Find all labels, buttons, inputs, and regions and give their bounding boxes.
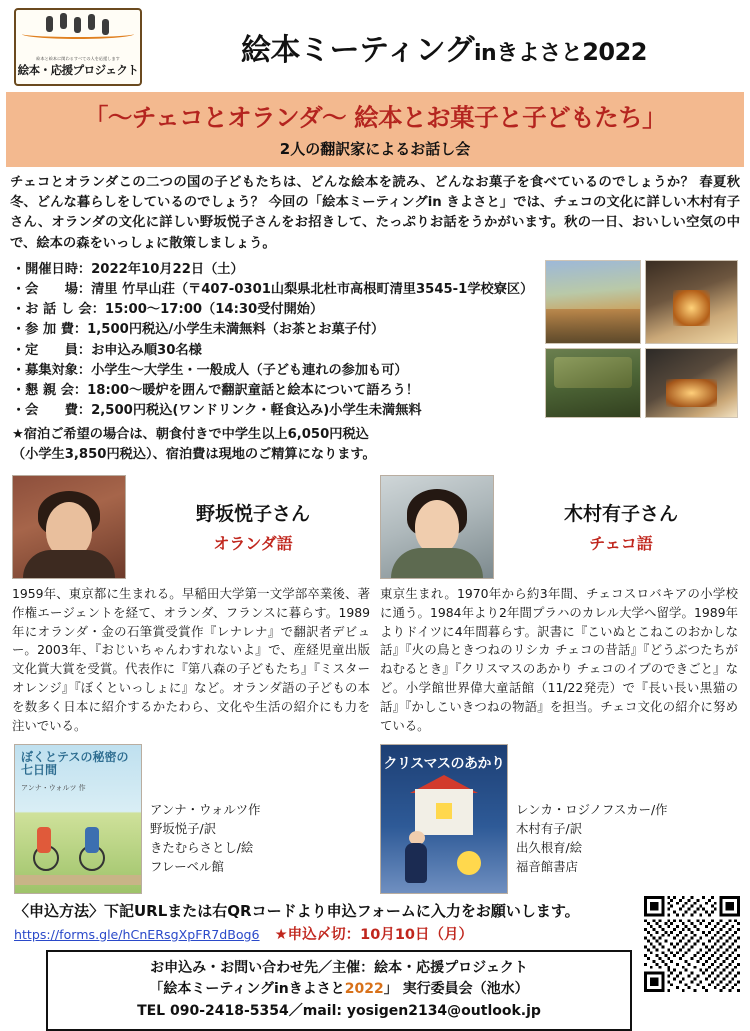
speaker-portrait-kimura: [380, 475, 494, 579]
logo-swoosh: [22, 29, 134, 39]
book-cover-title: ぼくとテスの秘密の七日間: [21, 749, 129, 778]
detail-row: ・会 場：清里 竹早山荘（〒407-0301山梨県北杜市高根町清里3545-1学校寮区）: [12, 282, 534, 297]
contact-year: 2022: [344, 981, 384, 998]
book-cover-subtitle: アンナ・ウォルツ 作: [21, 783, 86, 792]
book-entry: [380, 744, 738, 894]
details-section: [12, 260, 740, 422]
speaker-portrait-nosaka: [12, 475, 126, 579]
apply-row: [14, 923, 738, 944]
page-title: [142, 25, 740, 69]
book-cover-boku-to-tesu: [14, 744, 142, 894]
book-credit-line: レンカ・ロジノフスカー/作: [516, 801, 668, 817]
book-entry: [14, 744, 372, 894]
book-cover-christmas-no-akari: [380, 744, 508, 894]
apply-form-link[interactable]: https://forms.gle/hCnERsgXpFR7dBog6: [14, 926, 260, 942]
detail-row: ・お 話 し 会：15:00〜17:00（14:30受付開始）: [12, 302, 324, 318]
contact-line-2: [56, 979, 622, 1001]
book-credit-line: アンナ・ウォルツ作: [150, 801, 261, 817]
speaker-block: [380, 475, 738, 736]
intro-paragraph: チェコとオランダこの二つの国の子どもたちは、どんな絵本を読み、どんなお菓子を食べているのでしょうか？ 春夏秋冬、どんな暮らしをしているのでしょう？ 今回の「絵本ミーティングin きよさと」では、チェコの文化に詳しい木村有子さん、オランダの文化に詳しい野坂悦子さんをお招きして、たっぷりお話をうかがいます。秋の一日、おいしい空気の中で、絵本の森をいっしょに散策しましょう。: [10, 175, 740, 251]
book-credit-line: 木村有子/訳: [516, 820, 583, 836]
book-credits: [516, 744, 668, 877]
lodging-note-line1: ★宿泊ご希望の場合は、朝食付きで中学生以上6,050円税込: [12, 427, 369, 443]
venue-photo-interior: [645, 348, 738, 418]
book-credits: [150, 744, 261, 877]
venue-photo-lodge: [545, 348, 641, 418]
venue-photo-grid: [545, 260, 740, 422]
lodging-note: [12, 425, 738, 465]
qr-code-image: [644, 896, 740, 992]
book-credit-line: 野坂悦子/訳: [150, 820, 217, 836]
speaker-language: オランダ語: [213, 534, 293, 554]
book-credit-line: フレーベル館: [150, 859, 224, 875]
title-year-text: 2022: [582, 38, 647, 66]
book-cover-title: クリスマスのあかり: [383, 755, 505, 772]
book-credit-line: 出久根育/絵: [516, 840, 583, 856]
subtitle-secondary: 2人の翻訳家によるお話し会: [279, 140, 471, 158]
apply-heading: 〈申込方法〉下記URLまたは右QRコードより申込フォームに入力をお願いします。: [14, 901, 580, 920]
detail-row: ・募集対象：小学生〜大学生・一般成人（子ども連れの参加も可）: [12, 362, 408, 378]
event-details-list: [12, 260, 539, 422]
detail-row: ・参 加 費：1,500円税込/小学生未満無料（お茶とお菓子付）: [12, 322, 385, 338]
apply-deadline: ★申込〆切：10月10日（月）: [274, 926, 474, 943]
detail-row: ・開催日時：2022年10月22日（土）: [12, 261, 244, 277]
book-credit-line: きたむらさとし/絵: [150, 840, 254, 856]
book-credit-line: 福音館書店: [516, 859, 578, 875]
contact-line-2a: 「絵本ミーティングinきよさと: [149, 981, 345, 998]
speaker-bio: 1959年、東京都に生まれる。早稲田大学第一文学部卒業後、著作権エージェントを経て、オランダ、フランスに暮らす。1989年にオランダ・金の石筆賞受賞作『レナレナ』で翻訳者デビュー。2003年、『おじいちゃんわすれないよ』で、産経児童出版文化賞大賞を受賞。代表作に『第八森の子どもたち』『ミスターオレンジ』『ぼくといっしょに』など。オランダ語の子どもの本を数多く日本に紹介するかたわら、文化や生活の紹介にも力を注いでいる。: [12, 585, 370, 733]
speaker-language: チェコ語: [589, 534, 653, 554]
contact-line-1a: お申込み・お問い合わせ先／: [150, 959, 333, 976]
speakers-section: [12, 475, 738, 736]
contact-box: [46, 950, 632, 1031]
subtitle-band: [6, 92, 744, 167]
lodging-note-line2: （小学生3,850円税込）、宿泊費は現地のご精算になります。: [12, 447, 376, 463]
title-in-text: inきよさと: [473, 41, 583, 66]
venue-photo-autumn-trees: [545, 260, 641, 344]
contact-line-2c: 」 実行委員会（池水）: [383, 981, 529, 998]
contact-line-3: TEL 090-2418-5354／mail: yosigen2134@outlook.jp: [137, 1003, 541, 1020]
speaker-bio: 東京生まれ。1970年から約3年間、チェコスロバキアの小学校に通う。1984年より2年間プラハのカレル大学へ留学。1989年よりドイツに4年間暮らす。訳書に『こいぬとこねこのおかしな話』『火の鳥ときつねのリシカ チェコの昔話』『どうぶつたちがねむるとき』『クリスマスのあかり チェコのイブのできごと』など。小学館世界偉大童話館（11/22発売）で『長い長い黒猫の話』『かしこいきつねの物語』を担当。チェコ文化の紹介に努めている。: [380, 585, 738, 733]
logo-name: 絵本・応援プロジェクト: [17, 63, 139, 78]
detail-row: ・懇 親 会：18:00〜暖炉を囲んで翻訳童話と絵本について語ろう！: [12, 382, 419, 398]
venue-photo-fireplace: [645, 260, 738, 344]
speaker-block: [12, 475, 370, 736]
title-main-text: 絵本ミーティング: [240, 33, 474, 68]
contact-line-1: [56, 958, 622, 980]
speaker-name: 野坂悦子さん: [195, 503, 310, 526]
organization-logo: [14, 8, 142, 86]
detail-row: ・定 員：お申込み順30名様: [12, 342, 202, 358]
subtitle-primary: 「〜チェコとオランダ〜 絵本とお菓子と子どもたち」: [83, 103, 667, 132]
logo-tagline: 絵本と絵本に関わるすべての人を応援します: [36, 56, 120, 61]
speaker-name: 木村有子さん: [563, 503, 678, 526]
logo-illustration: [16, 10, 140, 56]
contact-line-1b: 主催：絵本・応援プロジェクト: [332, 959, 528, 976]
books-section: [14, 744, 738, 894]
detail-row: ・会 費：2,500円税込(ワンドリンク・軽食込み)小学生未満無料: [12, 403, 422, 419]
header: [0, 0, 750, 88]
qr-code[interactable]: [644, 896, 740, 992]
